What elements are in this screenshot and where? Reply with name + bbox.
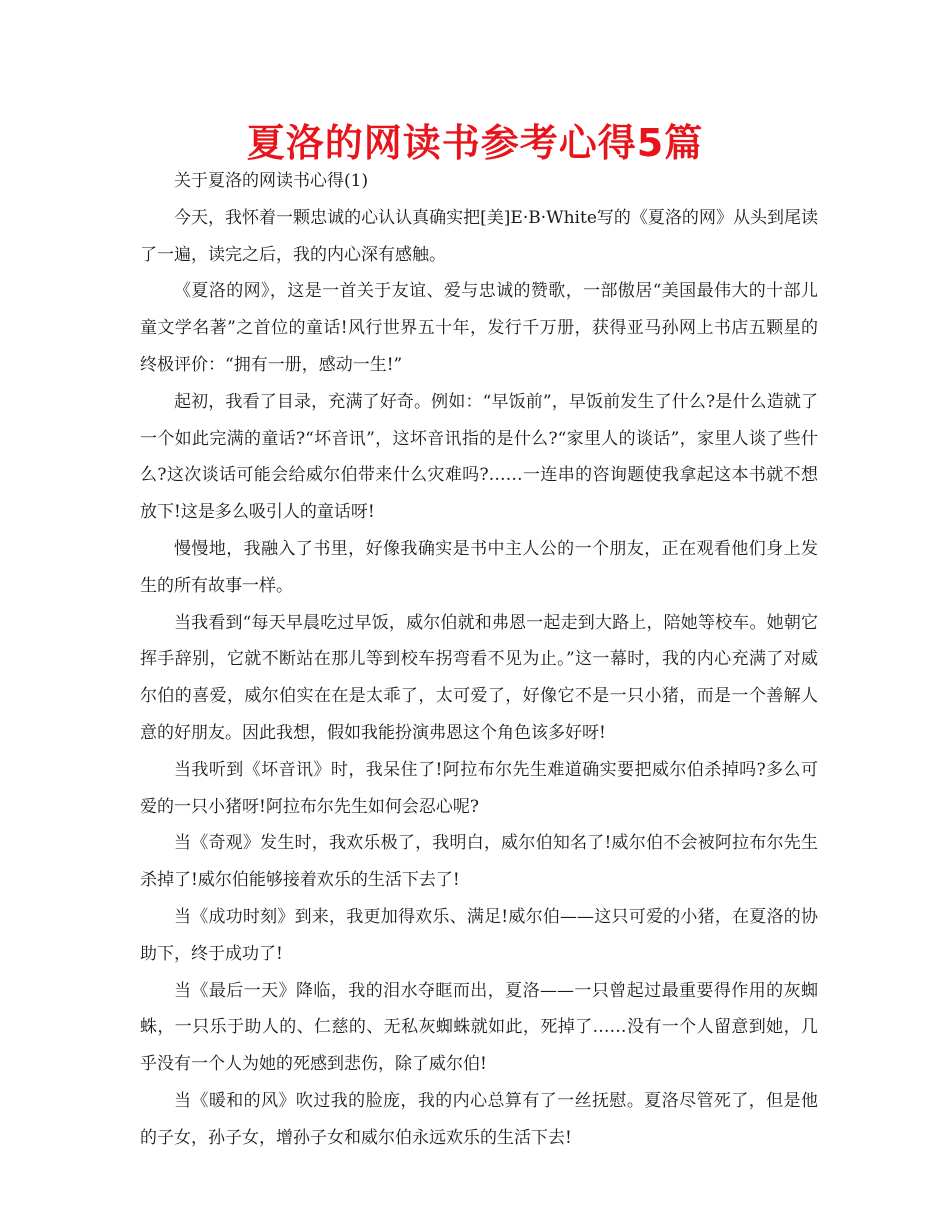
- document-title: 夏洛的网读书参考心得5篇: [246, 121, 704, 165]
- paragraph: 《夏洛的网》，这是一首关于友谊、爱与忠诚的赞歌，一部傲居“美国最伟大的十部儿童文学名著”之首位的童话!风行世界五十年，发行千万册，获得亚马孙网上书店五颗星的终极评价：“拥有一册，感动一生!”: [140, 281, 818, 375]
- paragraph: 当我听到《坏音讯》时，我呆住了!阿拉布尔先生难道确实要把威尔伯杀掉吗?多么可爱的一只小猪呀!阿拉布尔先生如何会忍心呢?: [140, 759, 818, 817]
- paragraph: 当《最后一天》降临，我的泪水夺眶而出，夏洛——一只曾起过最重要得作用的灰蜘蛛，一只乐于助人的、仁慈的、无私灰蜘蛛就如此，死掉了……没有一个人留意到她，几乎没有一个人为她的死感到悲伤，除了威尔伯!: [140, 980, 818, 1075]
- section-subtitle: 关于夏洛的网读书心得(1): [174, 171, 369, 191]
- document-body: [140, 163, 818, 1157]
- paragraph: 当《奇观》发生时，我欢乐极了，我明白，威尔伯知名了!威尔伯不会被阿拉布尔先生杀掉了!威尔伯能够接着欢乐的生活下去了!: [140, 833, 818, 891]
- paragraph: 当我看到“每天早晨吃过早饭，威尔伯就和弗恩一起走到大路上，陪她等校车。她朝它挥手辞别，它就不断站在那儿等到校车拐弯看不见为止。”这一幕时，我的内心充满了对威尔伯的喜爱，威尔伯实在在是太乖了，太可爱了，好像它不是一只小猪，而是一个善解人意的好朋友。因此我想，假如我能扮演弗恩这个角色该多好呀!: [140, 612, 818, 743]
- paragraph: 当《暖和的风》吹过我的脸庞，我的内心总算有了一丝抚慰。夏洛尽管死了，但是他的子女，孙子女，增孙子女和威尔伯永远欢乐的生活下去!: [140, 1090, 818, 1148]
- paragraph: 当《成功时刻》到来，我更加得欢乐、满足!威尔伯——这只可爱的小猪，在夏洛的协助下，终于成功了!: [140, 906, 818, 964]
- paragraph: 起初，我看了目录，充满了好奇。例如：“早饭前”，早饭前发生了什么?是什么造就了一个如此完满的童话?“坏音讯”，这坏音讯指的是什么?“家里人的谈话”，家里人谈了些什么?这次谈话可能会给威尔伯带来什么灾难吗?……一连串的咨询题使我拿起这本书就不想放下!这是多么吸引人的童话呀!: [140, 391, 818, 523]
- paragraph: 慢慢地，我融入了书里，好像我确实是书中主人公的一个朋友，正在观看他们身上发生的所有故事一样。: [140, 538, 818, 596]
- paragraph: 今天，我怀着一颗忠诚的心认认真确实把[美]E·B·White写的《夏洛的网》从头到尾读了一遍，读完之后，我的内心深有感触。: [140, 207, 818, 265]
